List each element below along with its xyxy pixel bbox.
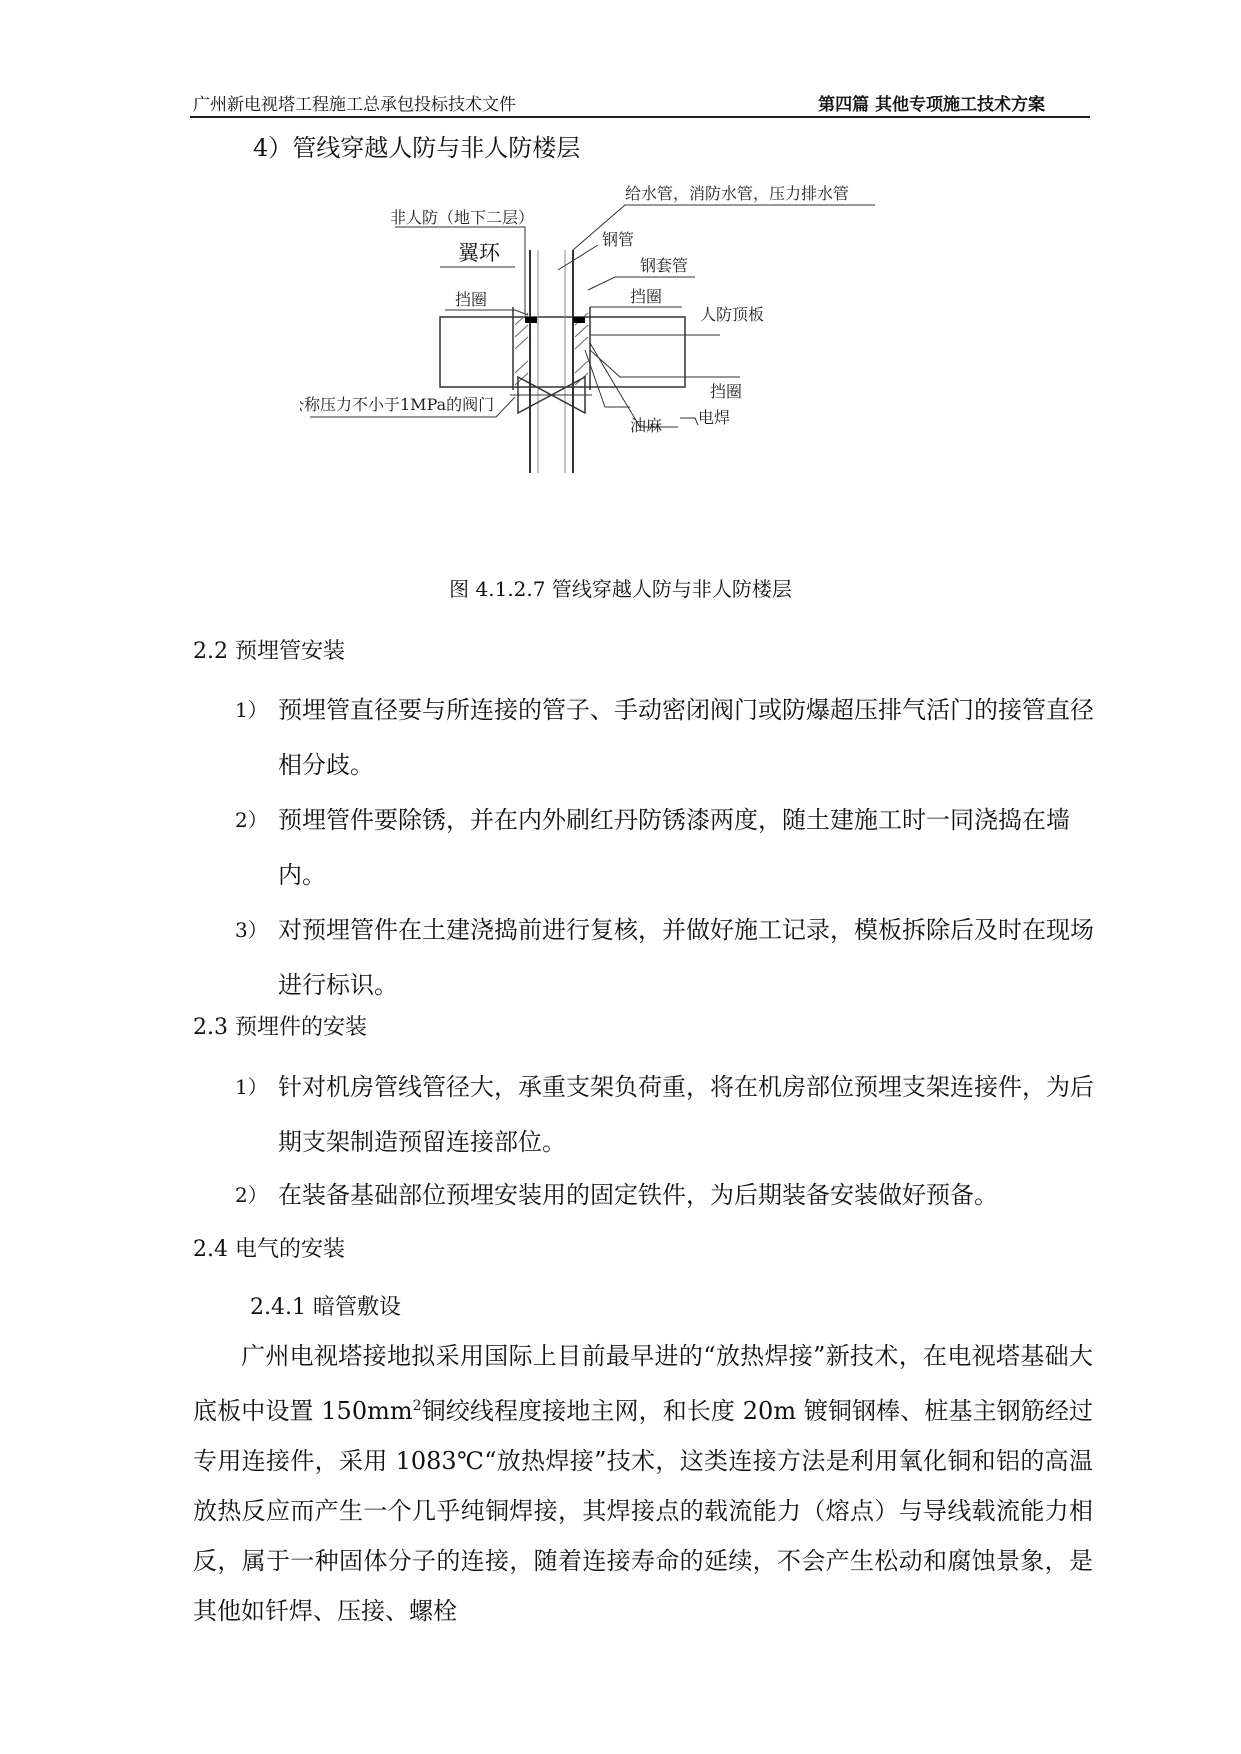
paragraph-text-b: 铜绞线程度接地主网，和长度 20m 镀铜钢棒、桩基主钢筋经过专用连接件，采用 1083℃“放热焊接”技术，这类连接方法是利用氧化铜和铝的高温放热反应而产生一个几乎纯铜焊接，其焊接点的载流能力（熔点）与导线载流能力相反，属于一种固体分子的连接，随着连接寿命的延续，不会产生松动和腐蚀景象，是其他如钎焊、压接、螺栓 (193, 1397, 1093, 1625)
label-roof-slab: 人防顶板 (700, 305, 765, 324)
item-number: 1） (235, 1075, 268, 1099)
item-number: 2） (235, 808, 268, 832)
item-number: 3） (235, 918, 268, 942)
grounding-paragraph (193, 1331, 1093, 1636)
label-retaining-ring-right: 挡圈 (630, 287, 663, 306)
label-wing-ring: 翼环 (458, 241, 500, 265)
paragraph-text-a: 广州电视塔接地拟采用国际上目前最早进的“放热焊接”新技术，在电视塔基础大底板中设置 150mm (193, 1342, 1093, 1425)
section-2-4-title: 2.4 电气的安装 (193, 1237, 345, 1262)
label-oakum: 油麻 (630, 416, 663, 435)
label-retaining-ring-bottom: 挡圈 (710, 382, 743, 401)
label-pipes: 给水管，消防水管，压力排水管 (625, 184, 850, 203)
header-rule (190, 116, 1090, 118)
sec-2-3-item-2 (235, 1168, 1095, 1223)
label-weld: 电焊 (698, 408, 731, 427)
item-text: 预埋管直径要与所连接的管子、手动密闭阀门或防爆超压排气活门的接管直径相分歧。 (278, 696, 1094, 779)
superscript-2: 2 (412, 1398, 422, 1414)
sec-2-2-item-1 (235, 683, 1095, 793)
label-steel-sleeve: 钢套管 (640, 256, 689, 275)
figure-caption: 图 4.1.2.7 管线穿越人防与非人防楼层 (449, 577, 792, 601)
item-text: 对预埋管件在土建浇捣前进行复核，并做好施工记录，模板拆除后及时在现场进行标识。 (278, 916, 1094, 999)
label-valve: 公称压力不小于1MPa的阀门 (300, 395, 495, 414)
item-number: 2） (235, 1183, 268, 1207)
wing-ring-left (525, 317, 537, 323)
sec-2-2-item-2 (235, 793, 1095, 903)
label-non-civil-defense: 非人防（地下二层） (390, 208, 535, 227)
header-doc-title: 广州新电视塔工程施工总承包投标技术文件 (193, 95, 516, 115)
sec-2-2-item-3 (235, 903, 1095, 1013)
pipe-penetration-diagram (300, 165, 1000, 550)
section-2-2-title: 2.2 预埋管安装 (193, 639, 345, 664)
header-chapter-title: 第四篇 其他专项施工技术方案 (818, 95, 1045, 115)
sec-2-3-item-1 (235, 1060, 1095, 1170)
item-text: 在装备基础部位预埋安装用的固定铁件，为后期装备安装做好预备。 (278, 1181, 998, 1209)
item-number: 1） (235, 698, 268, 722)
label-steel-pipe: 钢管 (602, 230, 635, 249)
item-text: 预埋管件要除锈，并在内外刷红丹防锈漆两度，随土建施工时一同浇捣在墙内。 (278, 806, 1070, 889)
item-text: 针对机房管线管径大，承重支架负荷重，将在机房部位预埋支架连接件，为后期支架制造预留连接部位。 (278, 1073, 1094, 1156)
label-retaining-ring-left: 挡圈 (455, 290, 488, 309)
wing-ring-right (573, 317, 585, 323)
subsection-title: 4）管线穿越人防与非人防楼层 (253, 134, 581, 162)
section-2-4-1-title: 2.4.1 暗管敷设 (250, 1295, 401, 1320)
section-2-3-title: 2.3 预埋件的安装 (193, 1015, 367, 1040)
